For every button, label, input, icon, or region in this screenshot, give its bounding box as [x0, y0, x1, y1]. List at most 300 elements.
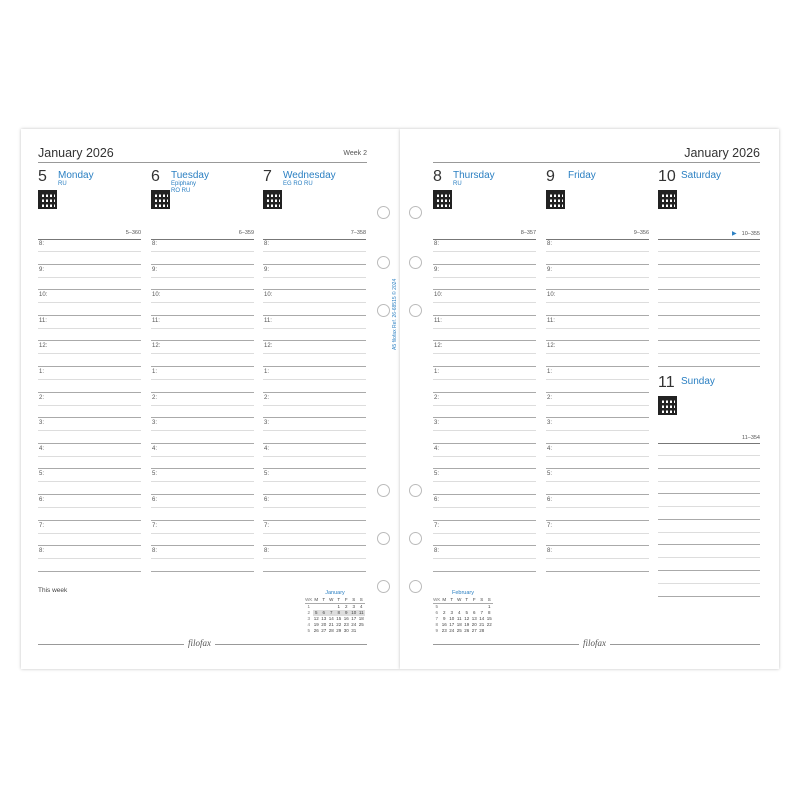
hour-slot[interactable] [151, 418, 254, 444]
mini-calendar-week: 9 [435, 628, 438, 633]
mini-calendar-week: 6 [435, 610, 438, 615]
half-hour-rule [151, 507, 254, 508]
half-hour-rule [433, 456, 536, 457]
half-hour-rule [38, 277, 141, 278]
half-hour-rule [151, 379, 254, 380]
hour-slot[interactable] [263, 290, 366, 316]
hour-slot[interactable] [151, 265, 254, 291]
hour-slot[interactable] [38, 341, 141, 367]
hour-slot[interactable] [546, 341, 649, 367]
qr-code-icon [658, 396, 677, 415]
hour-slot[interactable] [263, 444, 366, 470]
day-number: 6 [151, 168, 160, 185]
hour-slot[interactable] [658, 469, 760, 495]
half-hour-rule [658, 557, 760, 558]
mini-calendar-header: M [314, 597, 319, 602]
punch-hole [409, 580, 422, 593]
half-hour-rule [433, 507, 536, 508]
day-column-saturday[interactable] [658, 239, 760, 369]
punch-hole [409, 304, 422, 317]
half-hour-rule [263, 302, 366, 303]
mini-calendar-day: 25 [456, 628, 462, 633]
mini-calendar-header: T [335, 597, 343, 604]
hour-slot[interactable] [546, 290, 649, 316]
mini-calendar-day: 3 [352, 604, 355, 609]
hour-slot[interactable] [433, 316, 536, 342]
qr-code-icon [38, 190, 57, 209]
spine-imprint: A5 filofax Ref. 26-68515 © 2024 [392, 278, 398, 350]
mini-calendar-day: 21 [328, 622, 334, 627]
day-count: 10–355 [741, 231, 760, 237]
mini-calendar-day: 6 [472, 610, 476, 615]
hour-slot[interactable] [546, 367, 649, 393]
half-hour-rule [658, 532, 760, 533]
hour-label: 8: [264, 241, 270, 247]
mini-calendar-header: T [320, 597, 328, 604]
hour-slot[interactable] [658, 316, 760, 342]
mini-calendar-day: 17 [351, 616, 357, 621]
hour-slot[interactable] [546, 239, 649, 265]
hour-label: 2: [264, 394, 270, 401]
half-hour-rule [38, 456, 141, 457]
half-hour-rule [151, 481, 254, 482]
half-hour-rule [546, 379, 649, 380]
day-count: 6–359 [238, 230, 254, 236]
hour-label: 7: [434, 522, 440, 529]
hour-slot[interactable] [263, 265, 366, 291]
hour-label: 2: [547, 394, 553, 401]
hour-label: 5: [547, 471, 553, 478]
half-hour-rule [263, 251, 366, 252]
hour-slot[interactable] [433, 418, 536, 444]
mini-calendar-day: 28 [479, 628, 485, 633]
mini-calendar-day: 24 [449, 628, 455, 633]
hour-slot[interactable] [151, 316, 254, 342]
hour-slot[interactable] [263, 393, 366, 419]
mini-calendar-day: 1 [337, 604, 340, 609]
mini-calendar-day: 22 [336, 622, 342, 627]
hour-label: 11: [547, 317, 555, 324]
half-hour-rule [658, 251, 760, 252]
half-hour-rule [38, 405, 141, 406]
mini-calendar-header: W [457, 597, 462, 602]
hour-slot[interactable] [38, 495, 141, 521]
mini-calendar-january [305, 590, 365, 634]
hour-slot[interactable] [433, 341, 536, 367]
mini-calendar-day: 18 [456, 622, 462, 627]
mini-calendar-week: 2 [307, 610, 310, 615]
hour-slot[interactable] [263, 521, 366, 547]
mini-calendar-day: 12 [313, 616, 319, 621]
mini-calendar-day: 26 [313, 628, 319, 633]
hour-slot[interactable] [151, 546, 254, 572]
hour-slot[interactable] [546, 521, 649, 547]
hour-slot[interactable] [38, 444, 141, 470]
half-hour-rule [263, 558, 366, 559]
punch-hole [409, 256, 422, 269]
half-hour-rule [263, 430, 366, 431]
day-name: Tuesday [171, 170, 209, 181]
hour-label: 12: [434, 343, 443, 350]
day-count: 11–354 [742, 435, 760, 441]
hour-label: 9: [434, 266, 440, 273]
play-arrow-icon: ▶ [732, 231, 737, 237]
mini-calendar-day: 30 [343, 628, 349, 633]
mini-calendar-day: 18 [358, 616, 364, 621]
mini-calendar-day: 27 [321, 628, 327, 633]
hour-label: 4: [547, 445, 553, 452]
half-hour-rule [433, 353, 536, 354]
day-count-saturday [658, 230, 760, 237]
hour-label: 2: [434, 394, 440, 401]
half-hour-rule [433, 430, 536, 431]
mini-calendar-day: 16 [343, 616, 349, 621]
half-hour-rule [38, 533, 141, 534]
half-hour-rule [658, 277, 760, 278]
mini-calendar-day: 2 [442, 610, 446, 615]
mini-calendar-day: 11 [358, 610, 364, 615]
punch-hole [409, 532, 422, 545]
hour-slot[interactable] [546, 393, 649, 419]
half-hour-rule [658, 583, 760, 584]
day-note: EG RO RU [283, 181, 313, 187]
half-hour-rule [38, 430, 141, 431]
hour-slot[interactable] [38, 521, 141, 547]
hour-label: 10: [547, 292, 556, 299]
mini-calendar-day: 17 [449, 622, 455, 627]
mini-calendar-day [486, 628, 494, 634]
hour-slot[interactable] [263, 418, 366, 444]
mini-calendar-day: 20 [471, 622, 477, 627]
hour-slot[interactable] [151, 367, 254, 393]
mini-calendar-day: 14 [328, 616, 334, 621]
hour-label: 1: [264, 369, 270, 375]
mini-calendar-header: S [358, 597, 366, 604]
hour-label: 3: [434, 420, 440, 427]
mini-calendar-day: 19 [313, 622, 319, 627]
hour-slot[interactable] [658, 520, 760, 546]
hour-slot[interactable] [151, 239, 254, 265]
hour-label: 6: [547, 497, 553, 503]
week-label: Week 2 [343, 150, 367, 157]
hour-label: 2: [152, 394, 158, 401]
hour-slot[interactable] [263, 239, 366, 265]
hour-slot[interactable] [658, 239, 760, 265]
day-name: Monday [58, 170, 94, 181]
half-hour-rule [263, 481, 366, 482]
half-hour-rule [38, 481, 141, 482]
hour-label: 12: [152, 343, 161, 350]
mini-calendar-header: M [442, 597, 447, 602]
hour-slot[interactable] [263, 316, 366, 342]
mini-calendar-header: S [478, 597, 486, 604]
half-hour-rule [658, 302, 760, 303]
qr-code-icon [546, 190, 565, 209]
half-hour-rule [151, 430, 254, 431]
hour-label: 10: [152, 292, 161, 299]
half-hour-rule [546, 302, 649, 303]
day-number: 11 [658, 374, 675, 391]
day-header-saturday [658, 166, 760, 226]
mini-calendar-day: 7 [480, 610, 483, 615]
hour-label: 9: [264, 266, 270, 273]
half-hour-rule [151, 277, 254, 278]
mini-calendar-day: 12 [464, 616, 470, 621]
day-number: 9 [546, 168, 555, 185]
hour-slot[interactable] [658, 290, 760, 316]
mini-calendar-day: 31 [351, 628, 357, 633]
hour-label: 5: [264, 471, 270, 478]
mini-calendar-day: 13 [321, 616, 327, 621]
mini-calendar-week: 1 [307, 604, 310, 609]
hour-label: 8: [547, 241, 553, 247]
mini-calendar-day: 24 [351, 622, 357, 627]
hour-slot[interactable] [658, 341, 760, 367]
mini-calendar-week: 5 [307, 628, 310, 633]
hour-slot[interactable] [151, 341, 254, 367]
day-number: 10 [658, 168, 676, 185]
day-count: 5–360 [125, 230, 141, 236]
day-note: Epiphany [171, 181, 197, 187]
mini-calendar-day: 23 [343, 622, 349, 627]
day-name: Thursday [453, 170, 495, 181]
hour-slot[interactable] [546, 265, 649, 291]
hour-label: 5: [39, 471, 45, 478]
hour-slot[interactable] [38, 469, 141, 495]
mini-calendar-day: 15 [336, 616, 342, 621]
half-hour-rule [546, 456, 649, 457]
half-hour-rule [546, 558, 649, 559]
punch-hole [377, 256, 390, 269]
hour-slot[interactable] [38, 546, 141, 572]
title-rule [433, 162, 760, 163]
mini-calendar-day: 9 [343, 610, 351, 616]
day-name: Friday [568, 170, 596, 181]
hour-slot[interactable] [151, 469, 254, 495]
half-hour-rule [433, 558, 536, 559]
hour-label: 11: [39, 317, 47, 324]
hour-slot[interactable] [151, 521, 254, 547]
mini-calendar-day: 13 [471, 616, 477, 621]
day-column-wednesday[interactable] [263, 239, 366, 589]
mini-calendar-day: 11 [456, 616, 462, 621]
day-count: 7–358 [350, 230, 366, 236]
hour-slot[interactable] [433, 469, 536, 495]
half-hour-rule [546, 277, 649, 278]
hour-slot[interactable] [433, 367, 536, 393]
hour-label: 4: [39, 445, 45, 452]
mini-calendar-header: W [329, 597, 334, 602]
qr-code-icon [263, 190, 282, 209]
hour-slot[interactable] [263, 546, 366, 572]
hour-slot[interactable] [151, 290, 254, 316]
hour-slot[interactable] [38, 316, 141, 342]
day-header-wednesday [263, 166, 373, 226]
day-column-monday[interactable] [38, 239, 141, 589]
mini-calendar-day: 4 [359, 604, 363, 609]
day-header-tuesday [151, 166, 251, 226]
day-header-thursday [433, 166, 533, 226]
left-page [21, 129, 400, 669]
hour-slot[interactable] [546, 316, 649, 342]
half-hour-rule [151, 328, 254, 329]
punch-hole [377, 304, 390, 317]
day-column-sunday[interactable] [658, 443, 760, 593]
half-hour-rule [38, 507, 141, 508]
hour-slot[interactable] [546, 418, 649, 444]
hour-slot[interactable] [151, 393, 254, 419]
hour-label: 7: [39, 522, 45, 529]
mini-calendar-week: 7 [435, 616, 438, 621]
hour-label: 8: [547, 548, 553, 555]
hour-slot[interactable] [546, 444, 649, 470]
hour-label: 12: [39, 343, 48, 350]
hour-slot[interactable] [658, 545, 760, 571]
hour-label: 5: [152, 471, 158, 478]
mini-calendar-day: 5 [313, 610, 321, 616]
mini-calendar-header: S [486, 597, 494, 604]
hour-slot[interactable] [38, 418, 141, 444]
mini-calendar-day: 25 [358, 622, 364, 627]
day-count: 9–356 [633, 230, 649, 236]
month-title: January 2026 [684, 146, 760, 160]
punch-hole [377, 484, 390, 497]
hour-label: 1: [434, 369, 440, 375]
hour-slot[interactable] [38, 367, 141, 393]
mini-calendar-grid [305, 597, 365, 634]
hour-label: 7: [264, 522, 270, 529]
hour-label: 12: [547, 343, 556, 350]
half-hour-rule [658, 481, 760, 482]
hour-slot[interactable] [433, 239, 536, 265]
hour-slot[interactable] [151, 495, 254, 521]
hour-label: 6: [434, 497, 440, 503]
half-hour-rule [151, 353, 254, 354]
half-hour-rule [546, 251, 649, 252]
hour-label: 6: [152, 497, 158, 503]
hour-slot[interactable] [546, 469, 649, 495]
hour-slot[interactable] [546, 495, 649, 521]
half-hour-rule [38, 558, 141, 559]
hour-slot[interactable] [433, 495, 536, 521]
hour-slot[interactable] [433, 444, 536, 470]
hour-slot[interactable] [433, 393, 536, 419]
hour-slot[interactable] [151, 444, 254, 470]
hour-slot[interactable] [263, 469, 366, 495]
hour-slot[interactable] [38, 290, 141, 316]
hour-label: 11: [152, 317, 160, 324]
half-hour-rule [433, 481, 536, 482]
half-hour-rule [151, 302, 254, 303]
mini-calendar-day: 22 [486, 622, 492, 627]
mini-calendar-header: S [350, 597, 358, 604]
half-hour-rule [546, 481, 649, 482]
hour-slot[interactable] [263, 367, 366, 393]
day-note: RO RU [171, 188, 191, 194]
hour-label: 7: [547, 522, 553, 529]
hour-label: 6: [264, 497, 270, 503]
half-hour-rule [546, 405, 649, 406]
hour-label: 3: [264, 420, 270, 427]
hour-slot[interactable] [658, 494, 760, 520]
hour-label: 4: [434, 445, 440, 452]
half-hour-rule [546, 430, 649, 431]
hour-slot[interactable] [38, 239, 141, 265]
hour-slot[interactable] [433, 521, 536, 547]
qr-code-icon [151, 190, 170, 209]
hour-label: 4: [152, 445, 158, 452]
day-column-thursday[interactable] [433, 239, 536, 589]
mini-calendar-day: 6 [320, 610, 328, 616]
hour-label: 2: [39, 394, 45, 401]
mini-calendar-day: 9 [442, 616, 446, 621]
hour-label: 12: [264, 343, 273, 350]
day-column-friday[interactable] [546, 239, 649, 589]
month-title: January 2026 [38, 146, 114, 160]
day-note: RU [58, 181, 67, 187]
day-number: 5 [38, 168, 47, 185]
right-page [400, 129, 779, 669]
mini-calendar-day: 1 [487, 604, 491, 609]
hour-slot[interactable] [433, 546, 536, 572]
hour-label: 6: [39, 497, 45, 503]
hour-label: 8: [264, 548, 270, 555]
hour-label: 9: [547, 266, 553, 273]
title-rule [38, 162, 367, 163]
day-header-friday [546, 166, 646, 226]
hour-slot[interactable] [433, 265, 536, 291]
mini-calendar-day: 23 [441, 628, 447, 633]
hour-slot[interactable] [38, 393, 141, 419]
hour-slot[interactable] [658, 265, 760, 291]
punch-hole [409, 484, 422, 497]
half-hour-rule [263, 456, 366, 457]
half-hour-rule [263, 405, 366, 406]
hour-slot[interactable] [433, 290, 536, 316]
hour-slot[interactable] [658, 571, 760, 597]
hour-label: 10: [434, 292, 443, 299]
hour-label: 1: [39, 369, 45, 375]
qr-code-icon [433, 190, 452, 209]
hour-label: 11: [434, 317, 442, 324]
mini-calendar-header: WK [305, 597, 313, 602]
mini-calendar-header: T [448, 597, 456, 604]
hour-slot[interactable] [658, 443, 760, 469]
hour-slot[interactable] [38, 265, 141, 291]
hour-slot[interactable] [546, 546, 649, 572]
half-hour-rule [263, 328, 366, 329]
mini-calendar-day: 14 [479, 616, 485, 621]
hour-label: 10: [39, 292, 48, 299]
day-column-tuesday[interactable] [151, 239, 254, 589]
hour-label: 11: [264, 317, 272, 324]
day-note: RU [453, 181, 462, 187]
hour-label: 8: [39, 548, 45, 555]
hour-label: 5: [434, 471, 440, 478]
mini-calendar-day: 27 [471, 628, 477, 633]
day-count: 8–357 [520, 230, 536, 236]
filofax-logo: filofax [579, 638, 610, 648]
half-hour-rule [151, 558, 254, 559]
mini-calendar-title: February [451, 590, 474, 596]
mini-calendar-day: 29 [336, 628, 342, 633]
hour-slot[interactable] [263, 495, 366, 521]
mini-calendar-week: 5 [435, 604, 438, 609]
half-hour-rule [546, 507, 649, 508]
mini-calendar-day: 26 [464, 628, 470, 633]
half-hour-rule [658, 353, 760, 354]
hour-slot[interactable] [263, 341, 366, 367]
